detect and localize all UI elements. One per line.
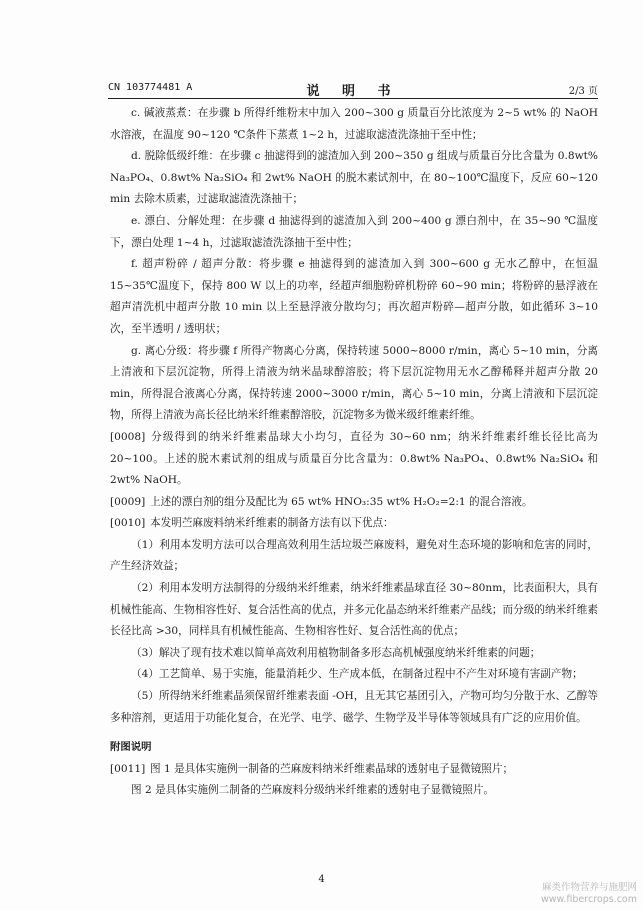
document-title: 说 明 书 [306,84,400,99]
watermark [541,882,637,906]
step-c: c. 碱液蒸煮：在步骤 b 所得纤维粉末中加入 200~300 g 质量百分比浓度为 2~5 wt% 的 NaOH 水溶液，在温度 90~120 ℃条件下蒸煮 1~2 h，过滤取滤渣洗涤抽干至中性； [110,107,598,141]
step-g: g. 离心分级：将步骤 f 所得产物离心分离，保持转速 5000~8000 r/min，离心 5~10 min，分离上清液和下层沉淀物，所得上清液为纳米晶球醇溶胶；将下层沉淀物用无水乙醇稀释并超声分散 20 min，所得混合液离心分离，保持转速 2000~3000 r/min，离心 5~10 min，分离上清液和下层沉淀物，所得上清液为高长径比纳米纤维素醇溶胶，沉淀物多为微米级纤维素纤维。 [110,344,598,422]
page-number: 4 [318,874,325,885]
page-header [108,80,598,99]
advantage-5: （5）所得纳米纤维素晶须保留纤维素表面 -OH，且无其它基团引入，产物可均匀分散于水、乙醇等多种溶剂，更适用于功能化复合，在光学、电学、磁学、生物学及半导体等领域具有广泛的应用价值。 [110,690,598,724]
paragraph-0008 [110,427,598,492]
paragraph-text: 图 1 是具体实施例一制备的苎麻废料纳米纤维素晶球的透射电子显微镜照片； [150,762,514,775]
publication-number: CN 103774481 A [108,82,193,93]
step-d: d. 脱除低级纤维：在步骤 c 抽滤得到的滤渣加入到 200~350 g 组成与质量百分比含量为 0.8wt% Na₃PO₄、0.8wt% Na₂SiO₄ 和 2wt% NaOH 的脱木素试剂中，在 80~100℃温度下，反应 60~120 min 去除木质素，过滤取滤渣洗涤抽干； [110,150,598,206]
advantage-1: （1）利用本发明方法可以合理高效利用生活垃圾苎麻废料，避免对生态环境的影响和危害的同时，产生经济效益； [110,538,598,573]
page-indicator: 2/3 页 [568,86,598,97]
step-f: f. 超声粉碎 / 超声分散：将步骤 e 抽滤得到的滤渣加入到 300~600 g 无水乙醇中，在恒温 15~35℃温度下，保持 800 W 以上的功率，经超声细胞粉碎机粉碎 60~90 min；将粉碎的悬浮液在超声清洗机中超声分散 10 min 以上至悬浮液分散均匀；再次超声粉碎—超声分散，如此循环 3~10 次，至半透明 / 透明状； [110,258,598,335]
document-body [110,103,598,802]
watermark-line: 麻类作物营养与施肥网 [541,882,637,893]
paragraph-tag: [0010] [110,517,146,530]
advantage-2: （2）利用本发明方法制得的分级纳米纤维素，纳米纤维素晶球直径 30~80nm，比表面积大，具有机械性能高、生物相容性好、复合活性高的优点，并多元化晶态纳米纤维素产品线；而分级的纳米纤维素长径比高 >30，同样具有机械性能高、生物相容性好、复合活性高的优点； [110,582,598,638]
step-e: e. 漂白、分解处理：在步骤 d 抽滤得到的滤渣加入到 200~400 g 漂白剂中，在 35~90 ℃温度下，漂白处理 1~4 h，过滤取滤渣洗涤抽干至中性； [110,214,598,249]
advantage-3: （3）解决了现有技术难以简单高效利用植物制备多形态高机械强度纳米纤维素的问题； [131,646,541,659]
paragraph-tag: [0011] [110,762,146,775]
paragraph-0010 [110,513,598,535]
paragraph-text: 上述的漂白剂的组分及配比为 65 wt% HNO₃:35 wt% H₂O₂=2:1 的混合溶液。 [150,495,533,508]
paragraph-tag: [0008] [110,430,146,443]
paragraph-tag: [0009] [110,495,146,508]
paragraph-text: 本发明苎麻废料纳米纤维素的制备方法有以下优点： [150,517,394,530]
paragraph-0009 [110,492,598,514]
section-heading: 附图说明 [110,741,152,754]
watermark-url: www.fibercrops.com [540,894,637,905]
paragraph-text: 分级得到的纳米纤维素晶球大小均匀，直径为 30~60 nm；纳米纤维素纤维长径比高为 20~100。上述的脱木素试剂的组成与质量百分比含量为：0.8wt% Na₃PO₄、0.8wt% Na₂SiO₄ 和 2wt% NaOH。 [110,430,598,487]
paragraph-0011 [110,759,598,781]
advantage-4: （4）工艺简单、易于实施，能量消耗少、生产成本低，在制备过程中不产生对环境有害副产物； [131,668,583,681]
figure-2-description: 图 2 是具体实施例二制备的苎麻废料分级纳米纤维素的透射电子显微镜照片。 [131,784,495,797]
header-rule [108,98,598,99]
